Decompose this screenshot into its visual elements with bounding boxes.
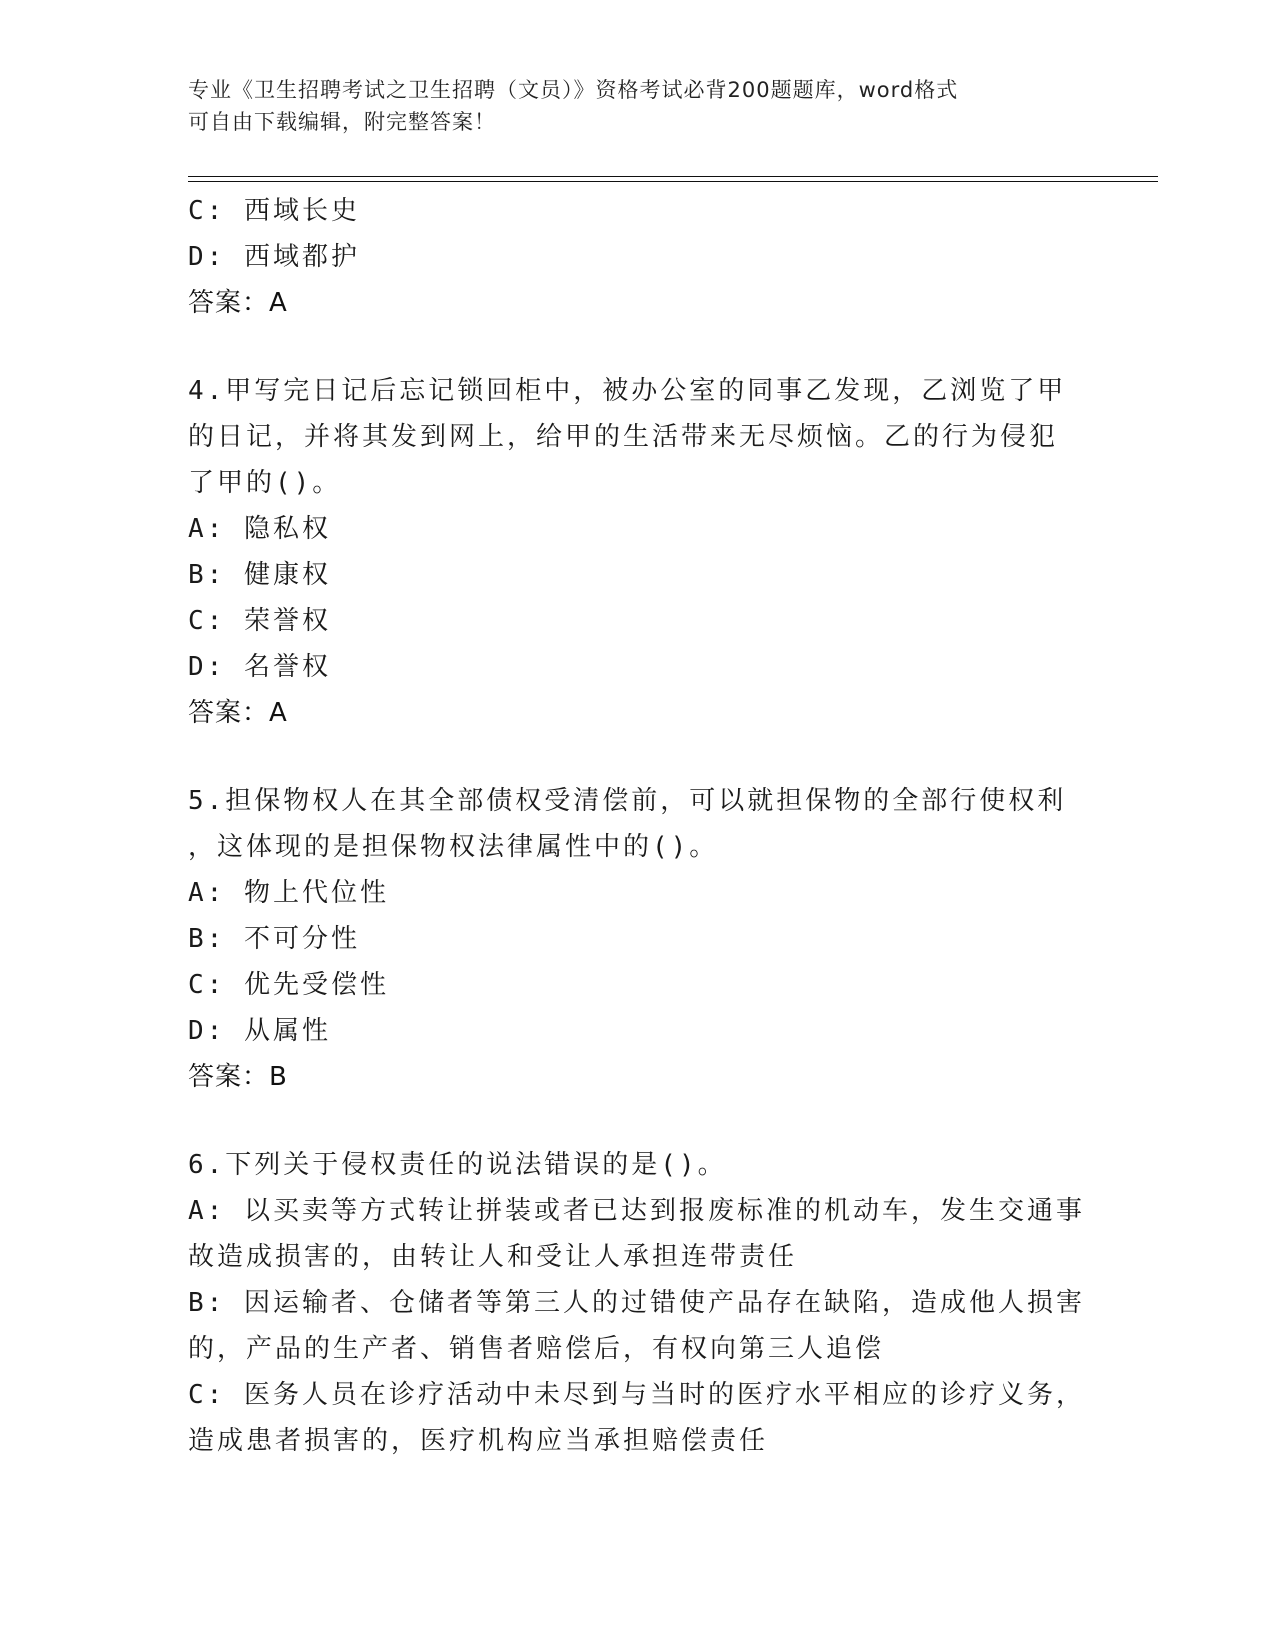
answer: 答案：A xyxy=(188,288,288,318)
option-a-continued: 故造成损害的，由转让人和受让人承担连带责任 xyxy=(188,1242,798,1272)
question-5 xyxy=(188,778,1088,1100)
question-3-tail xyxy=(188,188,1088,326)
spacer xyxy=(188,736,1088,778)
option-c: C: 医务人员在诊疗活动中未尽到与当时的医疗水平相应的诊疗义务， xyxy=(188,1380,1085,1410)
option-a: A: 物上代位性 xyxy=(188,878,389,908)
question-stem: 5.担保物权人在其全部债权受清偿前，可以就担保物的全部行使权利 xyxy=(188,786,1067,816)
option-b: B: 健康权 xyxy=(188,560,331,590)
answer: 答案：B xyxy=(188,1062,288,1092)
question-6 xyxy=(188,1142,1088,1464)
header-title-line-1: 专业《卫生招聘考试之卫生招聘（文员）》资格考试必背200题题库，word格式 xyxy=(188,78,959,102)
question-stem: ，这体现的是担保物权法律属性中的()。 xyxy=(188,832,719,862)
question-stem: 6.下列关于侵权责任的说法错误的是()。 xyxy=(188,1150,727,1180)
question-4 xyxy=(188,368,1088,736)
question-content xyxy=(188,188,1088,1464)
option-d: D: 西域都护 xyxy=(188,242,360,272)
option-a: A: 隐私权 xyxy=(188,514,331,544)
option-d: D: 从属性 xyxy=(188,1016,331,1046)
header-divider xyxy=(188,176,1158,182)
spacer xyxy=(188,1100,1088,1142)
question-stem: 的日记，并将其发到网上，给甲的生活带来无尽烦恼。乙的行为侵犯 xyxy=(188,422,1059,452)
page-header xyxy=(188,74,1088,138)
header-title-line-2: 可自由下载编辑，附完整答案！ xyxy=(188,110,496,134)
question-stem: 了甲的()。 xyxy=(188,468,342,498)
option-b: B: 不可分性 xyxy=(188,924,360,954)
option-d: D: 名誉权 xyxy=(188,652,331,682)
option-c-continued: 造成患者损害的，医疗机构应当承担赔偿责任 xyxy=(188,1426,769,1456)
option-a: A: 以买卖等方式转让拼装或者已达到报废标准的机动车，发生交通事 xyxy=(188,1196,1085,1226)
option-c: C: 优先受偿性 xyxy=(188,970,389,1000)
answer: 答案：A xyxy=(188,698,288,728)
option-b: B: 因运输者、仓储者等第三人的过错使产品存在缺陷，造成他人损害 xyxy=(188,1288,1085,1318)
spacer xyxy=(188,326,1088,368)
option-c: C: 荣誉权 xyxy=(188,606,331,636)
option-b-continued: 的，产品的生产者、销售者赔偿后，有权向第三人追偿 xyxy=(188,1334,885,1364)
option-c: C: 西域长史 xyxy=(188,196,360,226)
question-stem: 4.甲写完日记后忘记锁回柜中，被办公室的同事乙发现，乙浏览了甲 xyxy=(188,376,1067,406)
